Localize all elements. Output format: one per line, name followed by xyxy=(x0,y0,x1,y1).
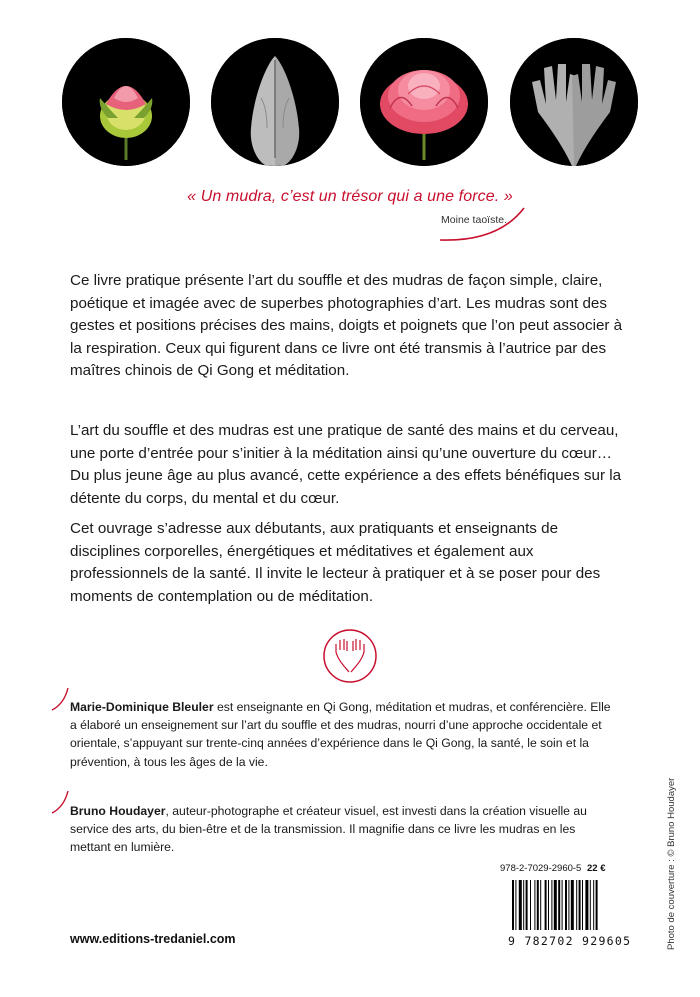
open-hands-image xyxy=(510,38,638,166)
price: 22 € xyxy=(586,863,606,874)
isbn: 978-2-7029-2960-5 xyxy=(500,863,582,874)
pink-peony-image xyxy=(360,38,488,166)
quote-text: « Un mudra, c’est un trésor qui a une force. » xyxy=(187,188,513,205)
photographer-bio-text: , auteur-photographe et créateur visuel, est investi dans la création visuelle au service des arts, du bien-être et de la transmission. Il magnifie dans ce livre les mudras en les mettant en lumière. xyxy=(70,804,587,855)
swoosh-decoration xyxy=(50,686,72,712)
description-paragraph-3: Cet ouvrage s’adresse aux débutants, aux pratiquants et enseignants de disciplines corporelles, énergétiques et méditatives et également aux professionnels de la santé. Il invite le lecteur à pratiquer et à se poser pour des moments de contemplation ou de méditation. xyxy=(70,520,601,605)
swoosh-decoration xyxy=(50,789,72,815)
description-paragraph-2: L’art du souffle et des mudras est une pratique de santé des mains et du cerveau, une porte d’entrée pour s’initier à la méditation ainsi qu’une ouverture du cœur… Du plus jeune âge au plus avancé, cette expérience a des effets bénéfiques sur la détente du corps, du mental et du cœur. xyxy=(70,422,622,507)
swoosh-decoration xyxy=(438,204,528,244)
author-name: Marie-Dominique Bleuler xyxy=(70,700,214,714)
isbn-price xyxy=(500,863,630,874)
barcode-number: 9 782702 929605 xyxy=(508,934,632,948)
photographer-bio xyxy=(70,802,615,857)
barcode xyxy=(510,880,622,932)
peony-bud-image xyxy=(62,38,190,166)
photo-credit: Photo de couverture : © Bruno Houdayer xyxy=(666,777,677,950)
author-bio xyxy=(70,698,615,771)
publisher-website: www.editions-tredaniel.com xyxy=(70,932,236,946)
hands-emblem-icon xyxy=(322,628,378,684)
description-paragraph-1: Ce livre pratique présente l’art du souffle et des mudras de façon simple, claire, poétique et imagée avec de superbes photographies d’art. Les mudras sont des gestes et positions précises des mains, doigts et poignets que l’on peut associer à la respiration. Ceux qui figurent dans ce livre ont été transmis à l’autrice par des maîtres chinois de Qi Gong et méditation. xyxy=(70,272,623,379)
photographer-name: Bruno Houdayer xyxy=(70,804,166,818)
praying-hands-image xyxy=(211,38,339,166)
photo-strip xyxy=(62,38,638,166)
author-bio-text: est enseignante en Qi Gong, méditation et mudras, et conférencière. Elle a élaboré un enseignement sur l’art du souffle et des mudras, nourri d’une approche occidentale et orientale, s’appuyant sur trente-cinq années d’expérience dans le Qi Gong, la santé, le soin et la prévention, à tous les âges de la vie. xyxy=(70,700,611,769)
quote-author: Moine taoïste. xyxy=(441,214,507,226)
